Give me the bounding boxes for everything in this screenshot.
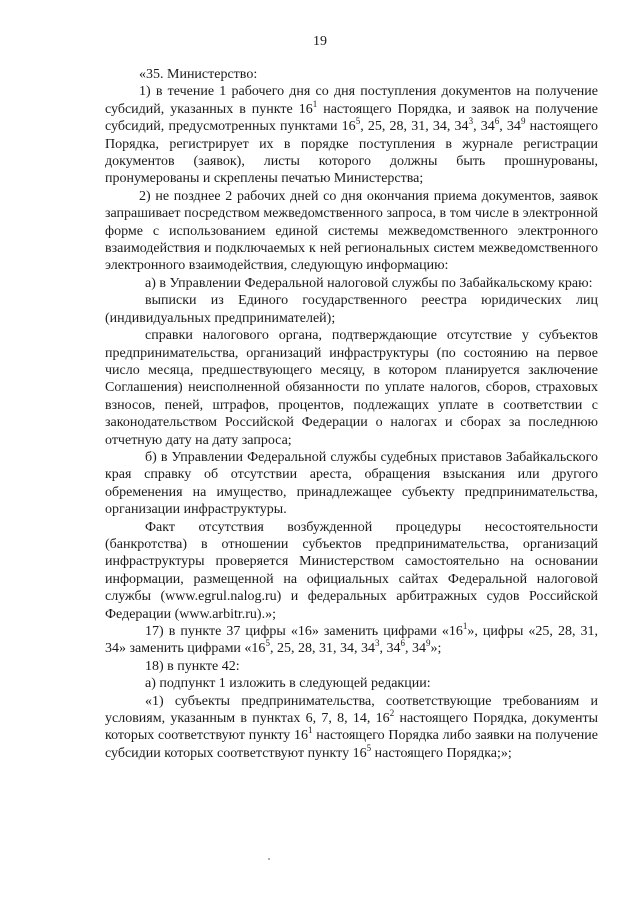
- paragraph-pfakt: [105, 519, 598, 623]
- paragraph-text: б) в Управлении Федеральной службы судебных приставов Забайкальского края справку об отсутствии ареста, обращения взыскания или другого обременения на имущество, принадлежащее субъекту предпринимательства, организации инфраструктуры.: [105, 449, 598, 518]
- superscript-index: 2: [389, 708, 395, 719]
- paragraph-text: настоящего Порядка;»;: [371, 745, 512, 761]
- paragraph-pvyp: [105, 292, 598, 327]
- paragraph-text: справки налогового органа, подтверждающие отсутствие у субъектов предпринимательства, организаций инфраструктуры (по состоянию на первое число месяца, предшествующего месяцу, в котором планируется заключение Соглашения) неисполненной обязанности по уплате налогов, сборов, страховых взносов, пеней, штрафов, процентов, подлежащих уплате в соответствии с законодательством Российской Федерации о налогах и сборах за последнюю отчетную дату на дату запроса;: [105, 328, 598, 448]
- paragraph-text: »;: [430, 641, 442, 657]
- paragraph-text: «35. Министерство:: [139, 67, 258, 82]
- superscript-index: 5: [265, 638, 270, 649]
- paragraph-text: , 34: [473, 119, 495, 135]
- superscript-index: 6: [494, 116, 500, 127]
- paragraph-text: «1) субъекты предпринимательства, соответствующие требованиям и условиям, указанным в пунктах 6, 7, 8, 14, 16: [105, 693, 598, 727]
- document-body: [105, 66, 598, 762]
- paragraph-text: выписки из Единого государственного реестра юридических лиц (индивидуальных предпринимателей);: [105, 293, 598, 326]
- paragraph-p1: [105, 83, 598, 187]
- superscript-index: 5: [355, 116, 361, 127]
- page-number: 19: [313, 34, 327, 49]
- paragraph-p17: [105, 623, 598, 658]
- paragraph-text: а) подпункт 1 изложить в следующей редакции:: [145, 676, 431, 692]
- scan-speck: [268, 858, 270, 860]
- paragraph-p18: [105, 658, 598, 675]
- paragraph-text: 1) в течение 1 рабочего дня со дня поступления документов на получение субсидий, указанных в пункте 16: [105, 84, 598, 117]
- paragraph-p2: [105, 188, 598, 275]
- paragraph-text: , 25, 28, 31, 34, 34: [269, 641, 375, 657]
- paragraph-text: Факт отсутствия возбужденной процедуры несостоятельности (банкротства) в отношении субъектов предпринимательства, организаций инфраструктуры проверяется Министерством самостоятельно на основании информации, размещенной на официальных сайтах Федеральной налоговой службы (www.egrul.nalog.ru) и федеральных арбитражных судов Российской Федерации (www.arbitr.ru).»;: [105, 519, 598, 622]
- superscript-index: 5: [366, 742, 372, 753]
- paragraph-pa2: [105, 675, 598, 692]
- superscript-index: 3: [468, 116, 474, 127]
- paragraph-pa: [105, 275, 598, 292]
- superscript-index: 6: [400, 638, 405, 649]
- paragraph-text: 17) в пункте 37 цифры «16» заменить цифрами «16: [145, 624, 463, 639]
- superscript-index: 3: [374, 638, 380, 649]
- superscript-index: 1: [308, 725, 313, 736]
- paragraph-text: 18) в пункте 42:: [145, 658, 240, 674]
- paragraph-p35: [105, 66, 598, 83]
- paragraph-text: , 34: [404, 641, 426, 657]
- paragraph-text: , 34: [499, 119, 521, 135]
- superscript-index: 1: [462, 621, 468, 631]
- superscript-index: 9: [425, 638, 431, 649]
- paragraph-text: настоящего Порядка либо заявки на получение субсидии которых соответствуют пункту 16: [105, 728, 598, 761]
- paragraph-pspr: [105, 327, 598, 449]
- paragraph-pb: [105, 449, 598, 519]
- paragraph-text: настоящего Порядка, регистрирует их в порядке поступления в журнале регистрации документов (заявок), листы которого должны быть прошнурованы, пронумерованы и скреплены печатью Министерства;: [105, 119, 599, 187]
- paragraph-text: 2) не позднее 2 рабочих дней со дня окончания приема документов, заявок запрашивает посредством межведомственного запроса, в том числе в электронной форме с использованием единой системы межведомственного электронного взаимодействия и подключаемых к ней региональных систем межведомственного электронного взаимодействия, следующую информацию:: [105, 188, 598, 274]
- superscript-index: 1: [312, 98, 318, 109]
- paragraph-text: », цифры «25, 28, 31, 34» заменить цифрами «16: [105, 624, 598, 657]
- paragraph-pq1: [105, 693, 598, 763]
- paragraph-text: настоящего Порядка, документы которых соответствуют пункту 16: [105, 711, 598, 744]
- paragraph-text: а) в Управлении Федеральной налоговой службы по Забайкальскому краю:: [145, 275, 593, 291]
- paragraph-text: , 34: [379, 641, 401, 657]
- paragraph-text: настоящего Порядка, и заявок на получение субсидий, предусмотренных пунктами 16: [105, 101, 599, 135]
- paragraph-text: , 25, 28, 31, 34, 34: [360, 119, 469, 135]
- superscript-index: 9: [520, 116, 526, 127]
